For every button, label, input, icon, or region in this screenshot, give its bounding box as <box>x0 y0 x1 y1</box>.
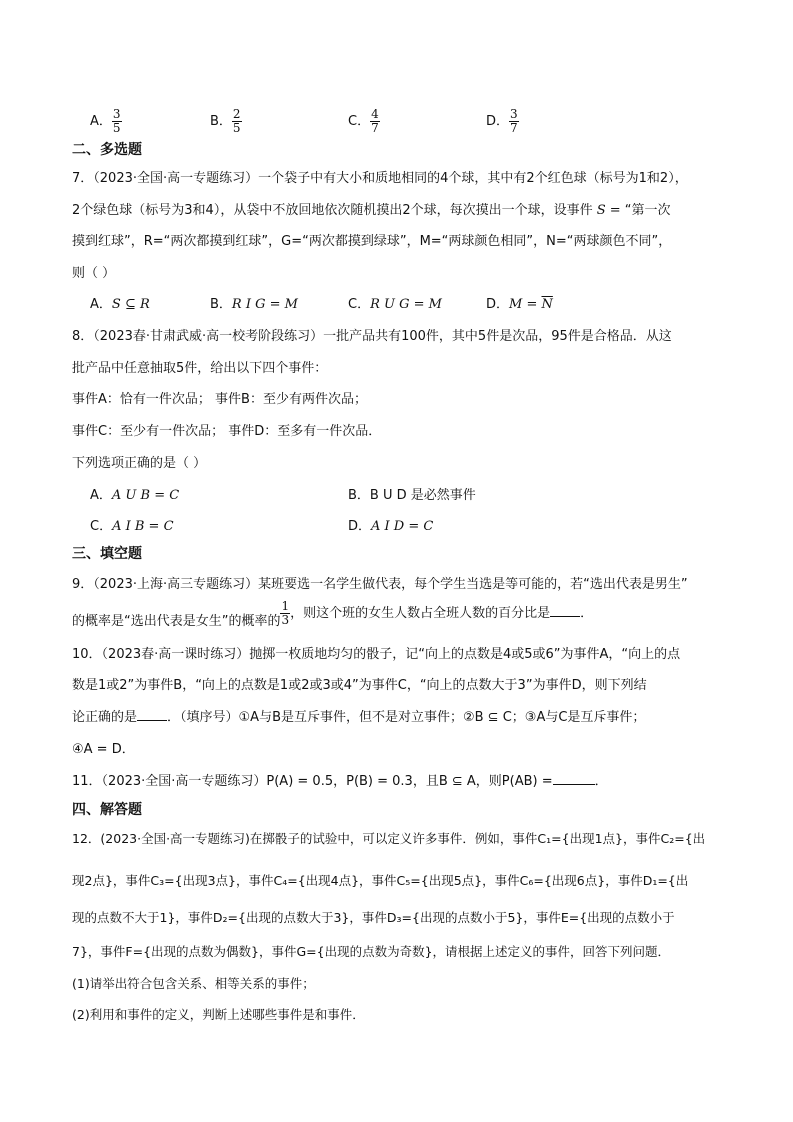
q8-option-c[interactable]: C．A I B = C <box>90 519 174 534</box>
q7-line: 则（ ） <box>72 266 116 281</box>
q6-option-a[interactable] <box>90 108 122 135</box>
q10-line: 数是1或2”为事件B，“向上的点数是1或2或3或4”为事件C，“向上的点数大于3”为事件D，则下列结 <box>72 678 647 693</box>
q12-line: 现2点}，事件C₃={出现3点}，事件C₄={出现4点}，事件C₅={出现5点}，事件C₆={出现6点}，事件D₁={出 <box>72 873 689 888</box>
q11-line: 11．（2023·全国·高一专题练习）P(A) = 0.5，P(B) = 0.3，且B ⊆ A，则P(AB) = ． <box>72 774 608 789</box>
q7-line: 2个绿色球（标号为3和4），从袋中不放回地依次随机摸出2个球，每次摸出一个球，设事件 S = “第一次 <box>72 203 671 218</box>
section-heading-fill-in: 三、填空题 <box>72 546 142 562</box>
q8-line: 8．（2023春·甘肃武威·高一校考阶段练习）一批产品共有100件，其中5件是次品，95件是合格品．从这 <box>72 329 672 344</box>
q12-line: 12．(2023·全国·高一专题练习)在掷骰子的试验中，可以定义许多事件．例如，事件C₁={出现1点}，事件C₂={出 <box>72 831 706 846</box>
option-letter: B． <box>210 114 232 129</box>
fraction: $\frac{3}{7}$ <box>510 107 518 135</box>
q8-option-b[interactable]: B．B U D 是必然事件 <box>348 488 476 503</box>
option-letter: D． <box>486 114 510 129</box>
q12-line: 7}，事件F={出现的点数为偶数}，事件G={出现的点数为奇数}，请根据上述定义的事件，回答下列问题． <box>72 944 671 959</box>
q12-line: 现的点数不大于1}，事件D₂={出现的点数大于3}，事件D₃={出现的点数小于5}，事件E={出现的点数小于 <box>72 910 675 925</box>
q7-option-b[interactable]: B．R I G = M <box>210 297 298 312</box>
q12-subquestion-1: (1)请举出符合包含关系、相等关系的事件； <box>72 976 315 991</box>
q7-line: 7．（2023·全国·高一专题练习）一个袋子中有大小和质地相同的4个球，其中有2个红色球（标号为1和2）， <box>72 171 688 186</box>
q10-line: ④A = D． <box>72 742 135 757</box>
q7-line: 摸到红球”，R=“两次都摸到红球”，G=“两次都摸到绿球”，M=“两球颜色相同”，N=“两球颜色不同”， <box>72 234 672 249</box>
q9-line: 的概率是“选出代表是女生”的概率的 $\frac{1}{3}$ ，则这个班的女生人数占全班人数的百分比是 ． <box>72 599 594 629</box>
option-letter: C． <box>348 114 371 129</box>
q6-option-c[interactable] <box>348 108 380 135</box>
q8-option-a[interactable]: A．A U B = C <box>90 488 180 503</box>
answer-blank[interactable] <box>137 708 167 721</box>
q10-line: 10．（2023春·高一课时练习）抛掷一枚质地均匀的骰子，记“向上的点数是4或5或6”为事件A，“向上的点 <box>72 647 681 662</box>
q6-option-d[interactable] <box>486 108 519 135</box>
q8-line: 批产品中任意抽取5件，给出以下四个事件： <box>72 361 328 376</box>
q6-options <box>72 100 723 134</box>
fraction: $\frac{1}{3}$ <box>281 599 290 627</box>
answer-blank[interactable] <box>550 604 580 617</box>
q8-option-d[interactable]: D．A I D = C <box>348 519 434 534</box>
q7-option-d[interactable]: D．$M = \overline{N}$ <box>486 297 553 312</box>
q8-line: 事件C：至少有一件次品； 事件D：至多有一件次品． <box>72 424 382 439</box>
q12-subquestion-2: (2)利用和事件的定义，判断上述哪些事件是和事件． <box>72 1007 365 1022</box>
q6-option-b[interactable] <box>210 108 242 135</box>
fraction: $\frac{4}{7}$ <box>371 107 379 135</box>
q8-line: 事件A：恰有一件次品； 事件B：至少有两件次品； <box>72 392 367 407</box>
q7-option-c[interactable]: C．R U G = M <box>348 297 442 312</box>
answer-blank[interactable] <box>553 772 595 785</box>
fraction: $\frac{3}{5}$ <box>112 107 121 135</box>
q10-line: 论正确的是 ．（填序号）①A与B是互斥事件，但不是对立事件；②B ⊆ C；③A与C是互斥事件； <box>72 710 646 725</box>
q8-line: 下列选项正确的是（ ） <box>72 456 207 471</box>
q7-option-a[interactable]: A．S ⊆ R <box>90 297 150 312</box>
fraction: $\frac{2}{5}$ <box>232 107 241 135</box>
option-letter: A． <box>90 114 112 129</box>
q9-line: 9．（2023·上海·高三专题练习）某班要选一名学生做代表，每个学生当选是等可能的，若“选出代表是男生” <box>72 577 688 592</box>
section-heading-multiple-choice: 二、多选题 <box>72 142 142 158</box>
section-heading-solution: 四、解答题 <box>72 802 142 818</box>
